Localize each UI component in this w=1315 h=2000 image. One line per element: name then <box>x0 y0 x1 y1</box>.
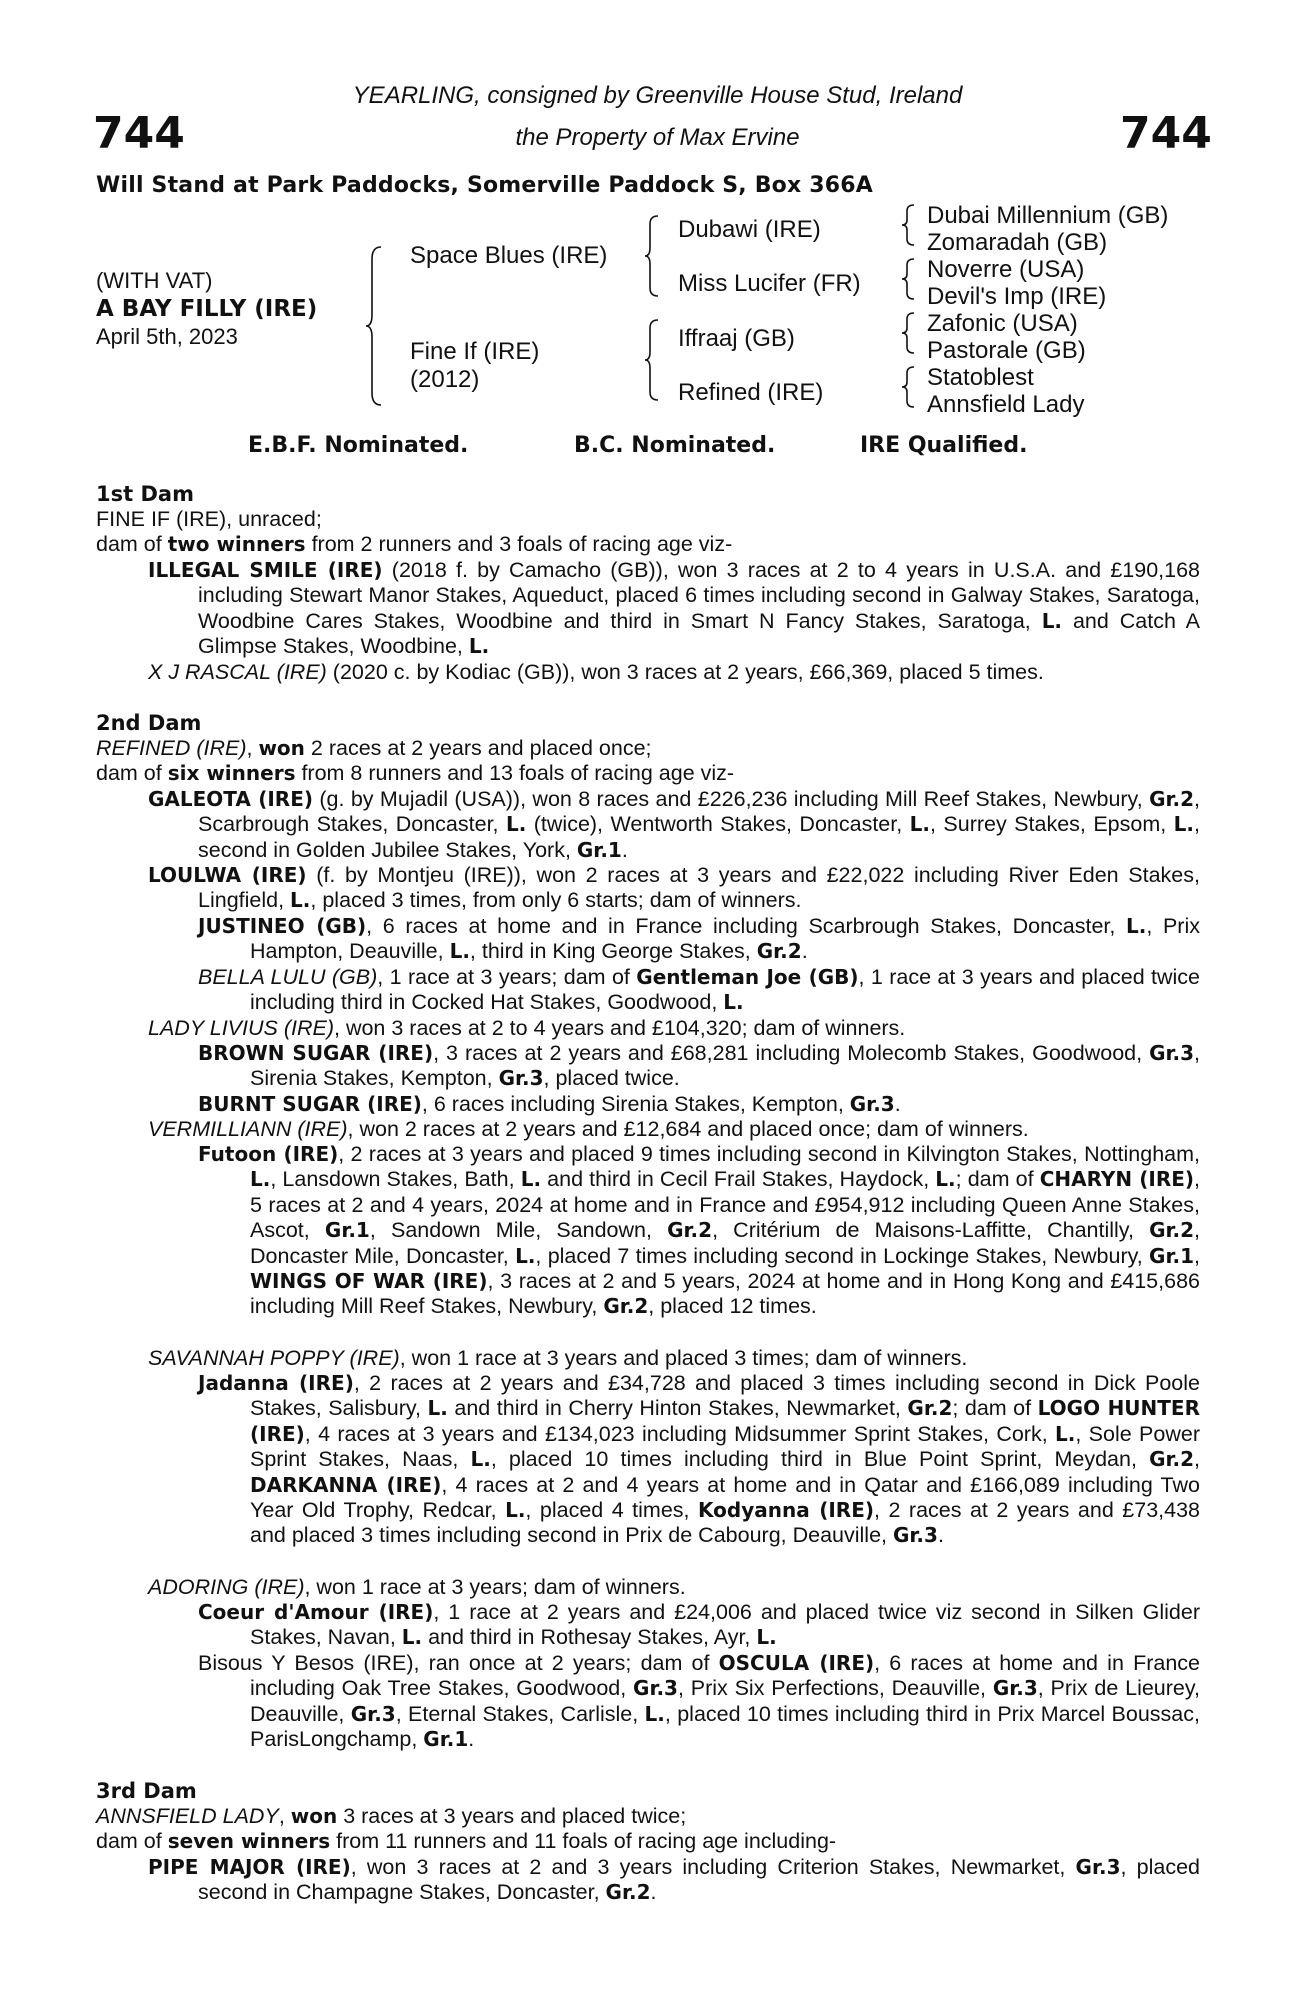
ebf-nomination: E.B.F. Nominated. <box>248 433 469 458</box>
pedigree-brace-dam <box>643 318 661 402</box>
entry-loulwa: LOULWA (IRE) (f. by Montjeu (IRE)), won 2 races at 3 years and £22,022 including River Eden Stakes, Lingfield, L., placed 3 times, from only 6 starts; dam of winners. <box>148 863 1200 913</box>
stand-location: Will Stand at Park Paddocks, Somerville Paddock S, Box 366A <box>96 173 873 198</box>
sire-dam: Miss Lucifer (FR) <box>678 270 861 297</box>
entry-bella-lulu: BELLA LULU (GB), 1 race at 3 years; dam of Gentleman Joe (GB), 1 race at 3 years and placed twice including third in Cocked Hat Stakes, Goodwood, L. <box>198 965 1201 1015</box>
dam-dam: Refined (IRE) <box>678 379 824 406</box>
entry-brown-sugar: BROWN SUGAR (IRE), 3 races at 2 years and £68,281 including Molecomb Stakes, Goodwood, Gr.3, Sirenia Stakes, Kempton, Gr.3, placed twice. <box>198 1041 1200 1091</box>
vat-note: (WITH VAT) <box>96 268 213 293</box>
pedigree-brace-sire <box>643 214 661 298</box>
first-dam-heading: 1st Dam <box>96 482 194 506</box>
gg-ddd: Annsfield Lady <box>927 391 1085 418</box>
gg-sds: Noverre (USA) <box>927 256 1085 283</box>
gg-dss: Zafonic (USA) <box>927 310 1078 337</box>
entry-vermilliann: VERMILLIANN (IRE), won 2 races at 2 years and £12,684 and placed once; dam of winners. <box>148 1117 1029 1141</box>
gg-sss: Dubai Millennium (GB) <box>927 202 1169 229</box>
entry-coeur-damour: Coeur d'Amour (IRE), 1 race at 2 years and £24,006 and placed twice viz second in Silken Glider Stakes, Navan, L. and third in Rothesay Stakes, Ayr, L. <box>198 1600 1200 1650</box>
entry-galeota: GALEOTA (IRE) (g. by Mujadil (USA)), won 8 races and £226,236 including Mill Reef Stakes, Newbury, Gr.2, Scarbrough Stakes, Doncaster, L. (twice), Wentworth Stakes, Doncaster, L., Surrey Stakes, Epsom, L., second in Golden Jubilee Stakes, York, Gr.1. <box>148 787 1200 862</box>
third-dam-heading: 3rd Dam <box>96 1779 197 1803</box>
entry-jadanna: Jadanna (IRE), 2 races at 2 years and £34,728 and placed 3 times including second in Dick Poole Stakes, Salisbury, L. and third in Cherry Hinton Stakes, Newmarket, Gr.2; dam of LOGO HUNTER (IRE), 4 races at 3 years and £134,023 including Midsummer Sprint Stakes, Cork, L., Sole Power Sprint Stakes, Naas, L., placed 10 times including third in Blue Point Sprint, Meydan, Gr.2, DARKANNA (IRE), 4 races at 2 and 4 years at home and in Qatar and £166,089 including Two Year Old Trophy, Redcar, L., placed 4 times, Kodyanna (IRE), 2 races at 2 years and £73,438 and placed 3 times including second in Prix de Cabourg, Deauville, Gr.3. <box>198 1371 1200 1548</box>
sire-sire: Dubawi (IRE) <box>678 216 821 243</box>
horse-name: A BAY FILLY (IRE) <box>96 296 318 322</box>
property-line: the Property of Max Ervine <box>515 124 800 151</box>
second-dam-intro: REFINED (IRE), won 2 races at 2 years and placed once; dam of six winners from 8 runners and 13 foals of racing age viz- <box>96 736 735 786</box>
pedigree-brace-dd <box>900 365 916 409</box>
lot-number-left: 744 <box>93 108 185 159</box>
entry-illegal-smile: ILLEGAL SMILE (IRE) (2018 f. by Camacho (GB)), won 3 races at 2 to 4 years in U.S.A. and £190,168 including Stewart Manor Stakes, Aqueduct, placed 6 times including second in Galway Stakes, Saratoga, Woodbine Cares Stakes, Woodbine and third in Smart N Fancy Stakes, Saratoga, L. and Catch A Glimpse Stakes, Woodbine, L. <box>148 558 1201 659</box>
entry-futoon: Futoon (IRE), 2 races at 3 years and placed 9 times including second in Kilvington Stakes, Nottingham, L., Lansdown Stakes, Bath, L. and third in Cecil Frail Stakes, Haydock, L.; dam of CHARYN (IRE), 5 races at 2 and 4 years, 2024 at home and in France and £954,912 including Queen Anne Stakes, Ascot, Gr.1, Sandown Mile, Sandown, Gr.2, Critérium de Maisons-Laffitte, Chantilly, Gr.2, Doncaster Mile, Doncaster, L., placed 7 times including second in Lockinge Stakes, Newbury, Gr.1, WINGS OF WAR (IRE), 3 races at 2 and 5 years, 2024 at home and in Hong Kong and £415,686 including Mill Reef Stakes, Newbury, Gr.2, placed 12 times. <box>198 1142 1201 1319</box>
pedigree-brace-main <box>364 245 384 407</box>
gg-sdd: Devil's Imp (IRE) <box>927 283 1107 310</box>
entry-burnt-sugar: BURNT SUGAR (IRE), 6 races including Sirenia Stakes, Kempton, Gr.3. <box>198 1092 901 1116</box>
ire-qualification: IRE Qualified. <box>860 433 1028 458</box>
entry-adoring: ADORING (IRE), won 1 race at 3 years; dam of winners. <box>148 1575 686 1599</box>
first-dam-intro: FINE IF (IRE), unraced; dam of two winners from 2 runners and 3 foals of racing age viz- <box>96 507 733 557</box>
dam-sire: Iffraaj (GB) <box>678 325 795 352</box>
pedigree-brace-ss <box>900 203 916 247</box>
second-dam-heading: 2nd Dam <box>96 711 202 735</box>
entry-xj-rascal: X J RASCAL (IRE) (2020 c. by Kodiac (GB)), won 3 races at 2 years, £66,369, placed 5 times. <box>148 660 1044 684</box>
consignor-line: YEARLING, consigned by Greenville House Stud, Ireland <box>352 82 963 109</box>
gg-dds: Statoblest <box>927 364 1034 391</box>
gg-dsd: Pastorale (GB) <box>927 337 1086 364</box>
lot-number-right: 744 <box>1120 108 1212 159</box>
entry-bisous-y-besos: Bisous Y Besos (IRE), ran once at 2 years; dam of OSCULA (IRE), 6 races at home and in France including Oak Tree Stakes, Goodwood, Gr.3, Prix Six Perfections, Deauville, Gr.3, Prix de Lieurey, Deauville, Gr.3, Eternal Stakes, Carlisle, L., placed 10 times including third in Prix Marcel Boussac, ParisLongchamp, Gr.1. <box>198 1651 1201 1752</box>
third-dam-intro: ANNSFIELD LADY, won 3 races at 3 years and placed twice; dam of seven winners from 11 runners and 11 foals of racing age including- <box>96 1804 837 1854</box>
sire-name: Space Blues (IRE) <box>410 242 608 269</box>
dam-name: Fine If (IRE) <box>410 338 540 365</box>
dam-year: (2012) <box>410 366 480 393</box>
entry-pipe-major: PIPE MAJOR (IRE), won 3 races at 2 and 3 years including Criterion Stakes, Newmarket, Gr.3, placed second in Champagne Stakes, Doncaster, Gr.2. <box>148 1855 1200 1905</box>
entry-justineo: JUSTINEO (GB), 6 races at home and in France including Scarbrough Stakes, Doncaster, L., Prix Hampton, Deauville, L., third in King George Stakes, Gr.2. <box>198 914 1200 964</box>
entry-lady-livius: LADY LIVIUS (IRE), won 3 races at 2 to 4 years and £104,320; dam of winners. <box>148 1016 906 1040</box>
pedigree-brace-ds <box>900 311 916 355</box>
gg-ssd: Zomaradah (GB) <box>927 229 1108 256</box>
entry-savannah-poppy: SAVANNAH POPPY (IRE), won 1 race at 3 years and placed 3 times; dam of winners. <box>148 1346 968 1370</box>
pedigree-brace-sd <box>900 257 916 301</box>
bc-nomination: B.C. Nominated. <box>574 433 776 458</box>
foaling-date: April 5th, 2023 <box>96 324 238 349</box>
